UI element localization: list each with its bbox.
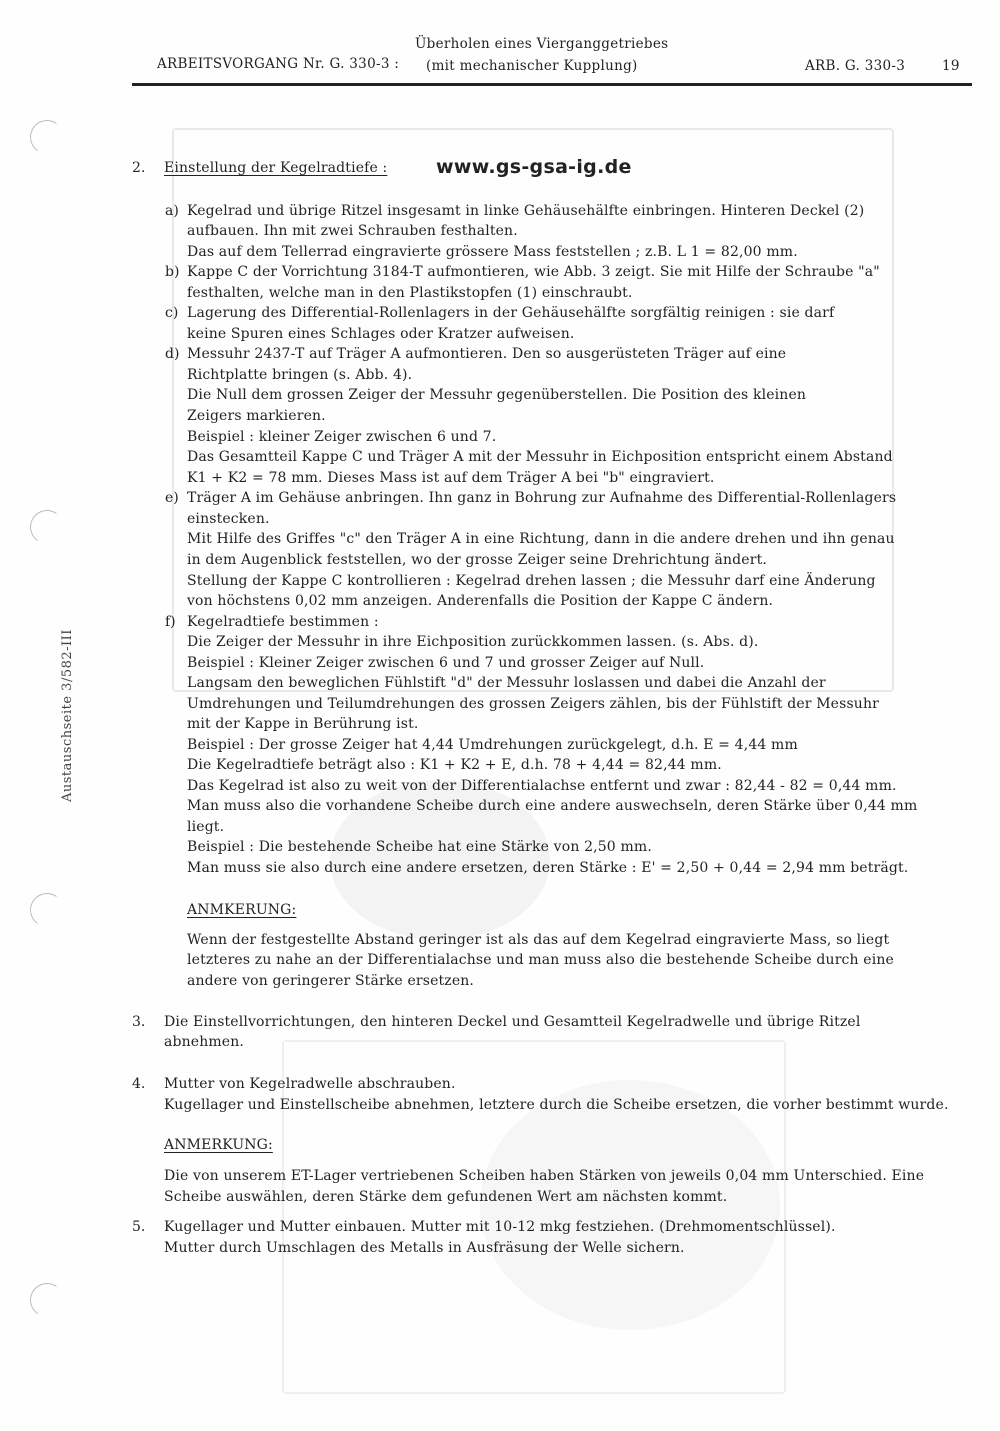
section-heading: Einstellung der Kegelradtiefe : (164, 160, 388, 176)
text-line: in dem Augenblick feststellen, wo der grosse Zeiger seine Drehrichtung ändert. (187, 552, 767, 568)
text-line: Kugellager und Mutter einbauen. Mutter mit 10-12 mkg festziehen. (Drehmomentschlüssel). (164, 1219, 836, 1235)
text-line: Die Kegelradtiefe beträgt also : K1 + K2 + E, d.h. 78 + 4,44 = 82,44 mm. (187, 757, 722, 773)
punch-hole (27, 890, 66, 929)
text-line: mit der Kappe in Berührung ist. (187, 716, 419, 732)
text-line: letzteres zu nahe an der Differentialachse und man muss also die bestehende Scheibe durch eine (187, 952, 894, 968)
text-line: Die von unserem ET-Lager vertriebenen Scheiben haben Stärken von jeweils 0,04 mm Unterschied. Eine (164, 1168, 925, 1184)
text-line: keine Spuren eines Schlages oder Kratzer aufweisen. (187, 326, 575, 342)
note-heading: ANMERKUNG: (164, 1137, 273, 1153)
text-line: Lagerung des Differential-Rollenlagers in der Gehäusehälfte sorgfältig reinigen : sie darf (187, 305, 835, 321)
item-label-c: c) (165, 305, 179, 321)
text-line: Messuhr 2437-T auf Träger A aufmontieren. Den so ausgerüsteten Träger auf eine (187, 346, 787, 362)
text-line: Stellung der Kappe C kontrollieren : Kegelrad drehen lassen ; die Messuhr darf eine Änderung (187, 573, 876, 589)
text-line: Das Kegelrad ist also zu weit von der Differentialachse entfernt und zwar : 82,44 - 82 = 0,44 mm. (187, 778, 897, 794)
text-line: abnehmen. (164, 1034, 245, 1050)
side-note: Austauschseite 3/582-III (60, 629, 75, 802)
text-line: Wenn der festgestellte Abstand geringer ist als das auf dem Kegelrad eingravierte Mass, so liegt (187, 932, 890, 948)
text-line: Träger A im Gehäuse anbringen. Ihn ganz in Bohrung zur Aufnahme des Differential-Rollenlagers (187, 490, 897, 506)
item-label-f: f) (165, 614, 176, 630)
text-line: Beispiel : Der grosse Zeiger hat 4,44 Umdrehungen zurückgelegt, d.h. E = 4,44 mm (187, 737, 798, 753)
text-line: Kappe C der Vorrichtung 3184-T aufmontieren, wie Abb. 3 zeigt. Sie mit Hilfe der Schraube "a" (187, 264, 880, 280)
text-line: Mutter von Kegelradwelle abschrauben. (164, 1076, 456, 1092)
text-line: Die Null dem grossen Zeiger der Messuhr gegenüberstellen. Die Position des kleinen (187, 387, 807, 403)
text-line: Richtplatte bringen (s. Abb. 4). (187, 367, 413, 383)
text-line: Beispiel : kleiner Zeiger zwischen 6 und 7. (187, 429, 497, 445)
section-number: 3. (132, 1014, 146, 1030)
text-line: liegt. (187, 819, 225, 835)
item-label-a: a) (165, 203, 179, 219)
punch-hole (27, 507, 66, 546)
text-line: aufbauen. Ihn mit zwei Schrauben festhalten. (187, 223, 518, 239)
header-title-line1: Überholen eines Vierganggetriebes (415, 36, 669, 52)
text-line: Scheibe auswählen, deren Stärke dem gefundenen Wert am nächsten kommt. (164, 1189, 728, 1205)
text-line: Beispiel : Kleiner Zeiger zwischen 6 und 7 und grosser Zeiger auf Null. (187, 655, 705, 671)
punch-hole (27, 1280, 66, 1319)
note-heading: ANMKERUNG: (187, 902, 297, 918)
show-through-blob-lower (480, 1080, 780, 1330)
text-line: Mutter durch Umschlagen des Metalls in Ausfräsung der Welle sichern. (164, 1240, 685, 1256)
text-line: festhalten, welche man in den Plastikstopfen (1) einschraubt. (187, 285, 633, 301)
item-label-d: d) (165, 346, 180, 362)
website-url: www.gs-gsa-ig.de (436, 156, 632, 178)
text-line: von höchstens 0,02 mm anzeigen. Anderenfalls die Position der Kappe C ändern. (187, 593, 774, 609)
text-line: Das Gesamtteil Kappe C und Träger A mit der Messuhr in Eichposition entspricht einem Abstand (187, 449, 893, 465)
header-title-line2: (mit mechanischer Kupplung) (426, 58, 638, 74)
text-line: Umdrehungen und Teilumdrehungen des grossen Zeigers zählen, bis der Fühlstift der Messuhr (187, 696, 879, 712)
text-line: Zeigers markieren. (187, 408, 326, 424)
text-line: Die Einstellvorrichtungen, den hinteren Deckel und Gesamtteil Kegelradwelle und übrige Ritzel (164, 1014, 861, 1030)
text-line: K1 + K2 = 78 mm. Dieses Mass ist auf dem Träger A bei "b" eingraviert. (187, 470, 715, 486)
text-line: Man muss also die vorhandene Scheibe durch eine andere auswechseln, deren Stärke über 0,44 mm (187, 798, 918, 814)
text-line: Kegelradtiefe bestimmen : (187, 614, 379, 630)
item-label-b: b) (165, 264, 180, 280)
text-line: Die Zeiger der Messuhr in ihre Eichposition zurückkommen lassen. (s. Abs. d). (187, 634, 759, 650)
text-line: Das auf dem Tellerrad eingravierte grössere Mass feststellen ; z.B. L 1 = 82,00 mm. (187, 244, 798, 260)
text-line: Man muss sie also durch eine andere ersetzen, deren Stärke : E' = 2,50 + 0,44 = 2,94 mm beträgt. (187, 860, 909, 876)
item-label-e: e) (165, 490, 179, 506)
text-line: einstecken. (187, 511, 270, 527)
text-line: Mit Hilfe des Griffes "c" den Träger A in eine Richtung, dann in die andere drehen und ihn genau (187, 531, 895, 547)
punch-hole (27, 117, 66, 156)
section-number: 2. (132, 160, 146, 176)
text-line: andere von geringerer Stärke ersetzen. (187, 973, 475, 989)
text-line: Langsam den beweglichen Fühlstift "d" der Messuhr loslassen und dabei die Anzahl der (187, 675, 826, 691)
text-line: Kugellager und Einstellscheibe abnehmen, letztere durch die Scheibe ersetzen, die vorher bestimmt wurde. (164, 1097, 949, 1113)
header-left: ARBEITSVORGANG Nr. G. 330-3 : (157, 56, 400, 72)
section-number: 4. (132, 1076, 146, 1092)
section-number: 5. (132, 1219, 146, 1235)
text-line: Beispiel : Die bestehende Scheibe hat eine Stärke von 2,50 mm. (187, 839, 652, 855)
text-line: Kegelrad und übrige Ritzel insgesamt in linke Gehäusehälfte einbringen. Hinteren Deckel (2) (187, 203, 865, 219)
header-right-code: ARB. G. 330-3 (805, 58, 906, 74)
header-rule (132, 83, 972, 86)
header-page-number: 19 (942, 58, 960, 74)
